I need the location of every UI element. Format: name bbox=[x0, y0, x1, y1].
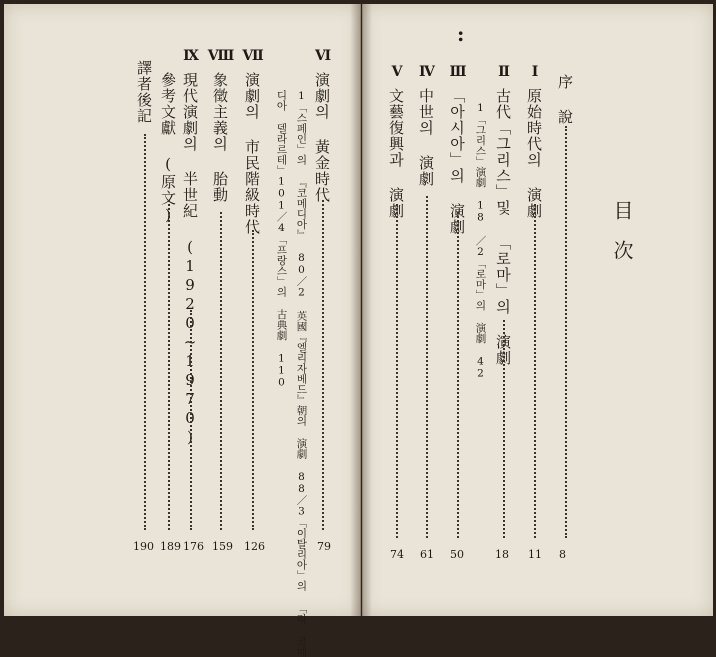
toc-page-3: 50 bbox=[450, 548, 464, 561]
toc-dots-4 bbox=[426, 196, 428, 538]
page-mark: : bbox=[457, 22, 465, 46]
toc-roman-1: Ⅰ bbox=[527, 64, 543, 80]
toc-entry-preface-title: 序 說 bbox=[556, 74, 574, 125]
toc-dots-8 bbox=[220, 212, 222, 530]
toc-entry-5-title: 文藝復興과 演劇 bbox=[387, 88, 405, 219]
toc-page-6: 79 bbox=[317, 540, 331, 553]
toc-page-afterword: 190 bbox=[133, 540, 154, 553]
toc-page-7: 126 bbox=[244, 540, 265, 553]
toc-page-preface: 8 bbox=[559, 548, 566, 561]
toc-entry-7-title: 演劇의 市民階級時代 bbox=[243, 72, 261, 235]
toc-roman-7: Ⅶ bbox=[245, 48, 261, 64]
toc-dots-5 bbox=[396, 204, 398, 538]
toc-dots-afterword bbox=[144, 134, 146, 530]
toc-entry-references-title: 參考文獻 (原文) bbox=[159, 72, 177, 225]
toc-page-2: 18 bbox=[495, 548, 509, 561]
toc-entry-3-title: 「아시아」의 演劇 bbox=[448, 88, 466, 235]
toc-heading-first: 目 bbox=[610, 200, 634, 220]
toc-dots-3 bbox=[457, 212, 459, 538]
toc-dots-6 bbox=[322, 200, 324, 530]
toc-dots-2 bbox=[503, 320, 505, 538]
book-gutter bbox=[350, 4, 372, 616]
toc-roman-8: Ⅷ bbox=[213, 48, 229, 64]
toc-dots-1 bbox=[534, 204, 536, 538]
toc-page-4: 61 bbox=[420, 548, 434, 561]
toc-entry-2-sub: 1「그리스」演劇 18 ／2「로마」의 演劇 42 bbox=[474, 102, 487, 380]
toc-entry-9-title: 現代演劇의 半世紀 (1920~1970) bbox=[181, 72, 199, 447]
toc-entry-1-title: 原始時代의 演劇 bbox=[525, 88, 543, 219]
toc-entry-6-title: 演劇의 黃金時代 bbox=[313, 72, 331, 203]
toc-dots-7 bbox=[252, 230, 254, 530]
toc-roman-9: Ⅸ bbox=[183, 48, 199, 64]
toc-page-references: 189 bbox=[160, 540, 181, 553]
toc-roman-2: Ⅱ bbox=[496, 64, 512, 80]
toc-roman-4: Ⅳ bbox=[419, 64, 435, 80]
toc-entry-2-title: 古代「그리스」및 「로마」의 演劇 bbox=[494, 88, 512, 366]
toc-dots-9 bbox=[190, 310, 192, 530]
toc-page-8: 159 bbox=[212, 540, 233, 553]
toc-entry-6-sub1: 1「스페인」의 『코메디아』 80／2 英國『엘리자베드』朝의 演劇 88／3「이탈리아」의 「라 코메 bbox=[295, 90, 308, 657]
toc-page-1: 11 bbox=[528, 548, 542, 561]
toc-dots-references bbox=[168, 200, 170, 530]
toc-entry-afterword-title: 譯者後記 bbox=[135, 60, 153, 124]
toc-entry-4-title: 中世의 演劇 bbox=[417, 88, 435, 187]
toc-page-9: 176 bbox=[183, 540, 204, 553]
toc-roman-5: Ⅴ bbox=[389, 64, 405, 80]
toc-page-5: 74 bbox=[390, 548, 404, 561]
toc-heading-second: 次 bbox=[610, 240, 634, 260]
toc-dots-preface bbox=[565, 126, 567, 538]
toc-roman-6: Ⅵ bbox=[315, 48, 331, 64]
toc-entry-8-title: 象徵主義의 胎動 bbox=[211, 72, 229, 203]
toc-roman-3: Ⅲ bbox=[450, 64, 466, 80]
toc-entry-6-sub2: 디아 델라르테」101／4「프랑스」의 古典劇 110 bbox=[275, 90, 288, 389]
